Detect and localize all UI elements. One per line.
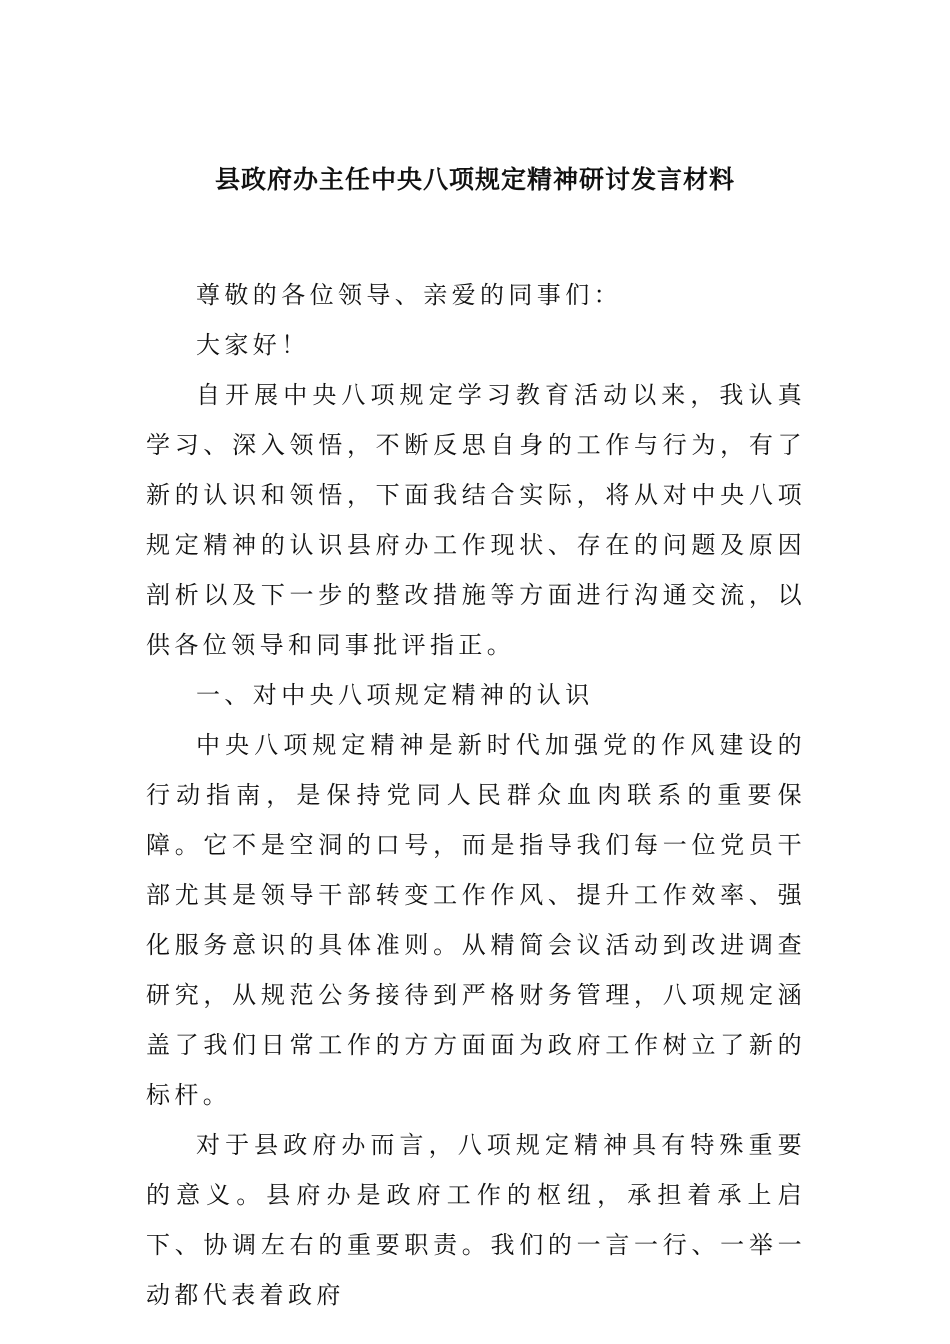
greeting-paragraph: 大家好！ (196, 331, 310, 359)
document-title: 县政府办主任中央八项规定精神研讨发言材料 (214, 165, 735, 194)
document-body (146, 270, 806, 1320)
salutation-paragraph: 尊敬的各位领导、亲爱的同事们： (196, 281, 622, 309)
body-paragraph: 对于县政府办而言，八项规定精神具有特殊重要的意义。县府办是政府工作的枢纽，承担着承上启下、协调左右的重要职责。我们的一言一行、一举一动都代表着政府 (146, 1131, 806, 1309)
intro-paragraph: 自开展中央八项规定学习教育活动以来，我认真学习、深入领悟，不断反思自身的工作与行为，有了新的认识和领悟，下面我结合实际，将从对中央八项规定精神的认识县府办工作现状、存在的问题及原因剖析以及下一步的整改措施等方面进行沟通交流，以供各位领导和同事批评指正。 (146, 381, 806, 659)
section-heading: 一、对中央八项规定精神的认识 (196, 681, 594, 709)
body-paragraph: 中央八项规定精神是新时代加强党的作风建设的行动指南，是保持党同人民群众血肉联系的重要保障。它不是空洞的口号，而是指导我们每一位党员干部尤其是领导干部转变工作作风、提升工作效率、强化服务意识的具体准则。从精简会议活动到改进调查研究，从规范公务接待到严格财务管理，八项规定涵盖了我们日常工作的方方面面为政府工作树立了新的标杆。 (146, 731, 806, 1109)
